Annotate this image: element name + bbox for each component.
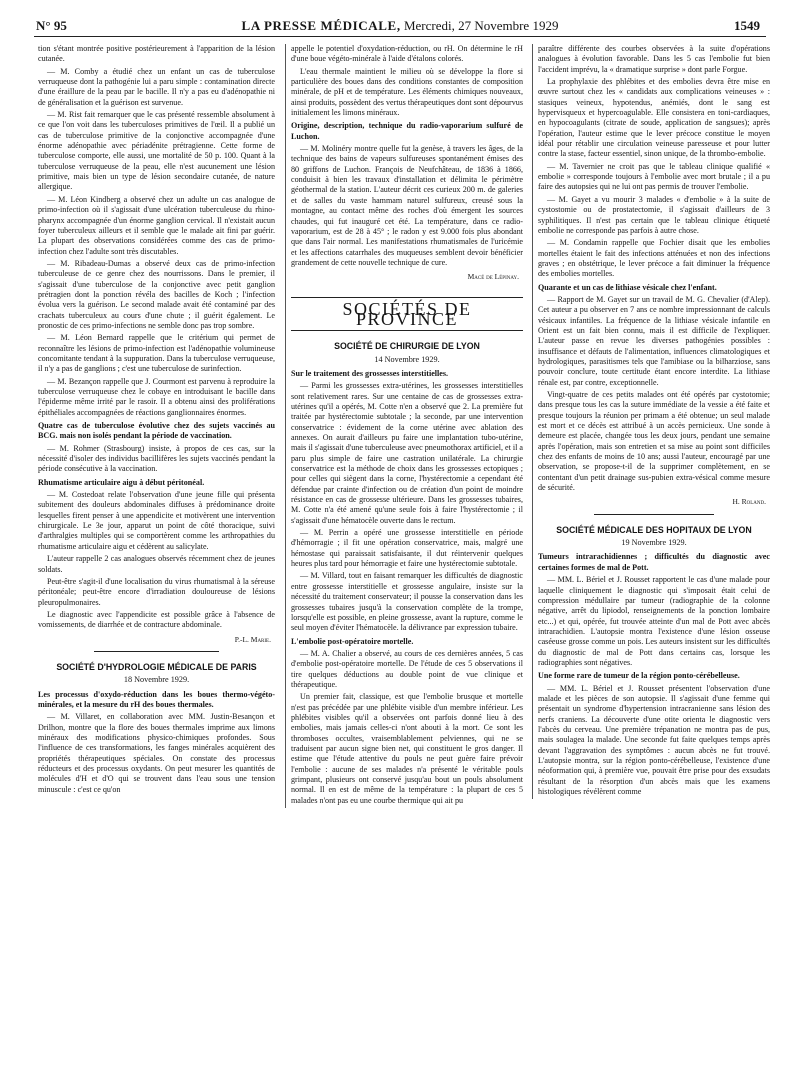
society-title: SOCIÉTÉ DE CHIRURGIE DE LYON bbox=[334, 341, 480, 352]
paragraph: La prophylaxie des phlébites et des embolies devra être mise en œuvre surtout chez les « candidats aux complications veineuses » : stasiques veineux, hypotendus, anémiés, dont le sang est hypervisqueux et hypercoagulable. Elle consistera en toni-cardiaques, en hypocoagulants (citrate de soude, application de sangsues); après l'opération, l'auteur estime que le lever précoce constitue le moyen idéal pour rétablir une circulation veineuse paresseuse et pour lutter contre la stase, facteur essentiel, sinon unique, de la thrombo-embolie. bbox=[538, 77, 770, 159]
society-title: SOCIÉTÉ MÉDICALE DES HOPITAUX DE LYON bbox=[556, 524, 752, 535]
page-number: 1549 bbox=[734, 18, 760, 33]
paragraph: — M. Léon Bernard rappelle que le critérium qui permet de reconnaître les lésions de primo-infection est l'adénopathie volumineuse concomitante tendant à la suppuration. Dans la tuberculose verruqueuse, il n'y a pas de ganglions ; c'est une tuberculose de surinfection. bbox=[38, 333, 275, 374]
paragraph: Un premier fait, classique, est que l'embolie brusque et mortelle n'est pas précédée par une phlébite visible d'un membre inférieur. Les phlébites visibles qu'il a observées ont parfois donné lieu à des embolies, mais jamais celles-ci n'ont abouti à la mort. Ce sont les thromboses occultes, vraisemblablement pelviennes, qui ne se traduisent par aucun signe bien net, qui constituent le gros danger. Il estime que l'étude attentive du pouls ne peut guère faire prévoir l'embolie : aucune de ses malades n'a présenté le véritable pouls grimpant, plusieurs ont conservé jusqu'au bout un pouls absolument normal. Il en est de même de la température : la plupart de ces 5 malades n'ont pas eu une courbe thermique qui ait pu bbox=[291, 692, 523, 805]
society-title: SOCIÉTÉ D'HYDROLOGIE MÉDICALE DE PARIS bbox=[56, 661, 257, 672]
paragraph: — M. Villard, tout en faisant remarquer les difficultés de diagnostic entre grossesse interstitielle et grossesse angulaire, insiste sur la nécessité du traitement conservateur; il pousse la conservation dans les grossesses tubaires jusqu'à la conservation complète de la trompe, lorsqu'elle est possible, en pleine grossesse, avant la rupture, comme le seul moyen d'éviter l'hématocèle. la délivrance par expression tubaire. bbox=[291, 571, 523, 633]
paragraph: — M. A. Chalier a observé, au cours de ces dernières années, 5 cas d'embolie post-opératoire mortelle. De l'étude de ces 5 observations il tire quelques déductions au double point de vue clinique et thérapeutique. bbox=[291, 648, 523, 689]
paragraph: L'eau thermale maintient le milieu où se développe la flore si particulière des boues dans des conditions constantes de composition minérale, de pH et de température. Les éléments chimiques nouveaux, ainsi produits, possèdent des vertus thérapeutiques dont sont dépourvus initialement les limons minéraux. bbox=[291, 66, 523, 118]
article-heading: Rhumatisme articulaire aigu à début péritonéal. bbox=[38, 477, 205, 487]
session-date: 18 Novembre 1929. bbox=[123, 675, 190, 685]
article-heading: Les processus d'oxydo-réduction dans les boues thermo-végéto-minérales, et la mesure du rH des boues thermales. bbox=[38, 689, 275, 709]
paragraph: — M. Tavernier ne croit pas que le tableau clinique qualifié « embolie » corresponde toujours à l'embolie avec mort brutale ; il a pu faire des autopsies qui ne lui ont pas permis de trouver l'embolie. bbox=[538, 161, 770, 192]
issue-number: N° 95 bbox=[36, 18, 67, 33]
article-heading: Une forme rare de tumeur de la région ponto-cérébelleuse. bbox=[538, 671, 740, 681]
paragraph: L'auteur rappelle 2 cas analogues observés récemment chez de jeunes soldats. bbox=[38, 554, 275, 574]
paragraph: — M. Molinéry montre quelle fut la genèse, à travers les âges, de la technique des bains de vapeurs sulfureuses spontanément émises des 80 griffons de Luchon. François de Neufchâteau, de 1836 à 1866, conduisit à bien les travaux d'installation et délimita le périmètre géothermal de la station. L'auteur décrit ces curieux 200 m. de galeries et de salles du vaste hammam naturel sulfureux, creusé sous la montagne, au contact même des roches d'où émergent les sources chaudes, qui fut inauguré cet été. La température, dans ce radio-vaporarium, est de 28 à 45° ; le radon y est 9.000 fois plus abondant que dans l'air normal. Les manifestations rhumatismales de l'uricémie et les affections catarrhales des muqueuses semblent devoir bénéficier grandement de cette nouvelle technique de cure. bbox=[291, 144, 523, 267]
column-left bbox=[38, 44, 275, 797]
paragraph: — Rapport de M. Gayet sur un travail de M. G. Chevalier (d'Alep). Cet auteur a pu observer en 7 ans ce nombre impressionnant de calculs vésicaux infantiles. La fréquence de la lithiase vésicale infantile en Orient est un fait bien connu, mais il est difficile de l'expliquer. L'auteur passe en revue les diverses pathogénies possibles : insuffisance et défauts de l'alimentation, influences climatologiques et hydrologiques, parasitismes tels que l'amibiase ou la bilharziose, sans pouvoir conclure, toute certitude étant encore interdite. La lithiase rénale est, par contre, exceptionnelle. bbox=[538, 294, 770, 387]
paragraph: — MM. L. Bériel et J. Rousset présentent l'observation d'une malade et les pièces de son autopsie. Il s'agissait d'une femme qui présentait un syndrome d'hypertension intracranienne sans lésion des nerfs craniens. La découverte d'une otite orienta le diagnostic vers l'abcès du cerveau. Une première trépanation ne montra pas de pus, mais soulagea la malade. Une seconde fut faite quelques temps après devant l'aggravation des symptômes : aucun abcès ne fut trouvé. L'autopsie montra, sur la région ponto-cérébelleuse, l'existence d'une néoformation qui, à première vue, pouvait être prise pour des exsudats résultant de la résorption d'un abcès mais que les examens histologiques révélèrent comme bbox=[538, 683, 770, 797]
journal-name: LA PRESSE MÉDICALE, bbox=[241, 18, 401, 33]
author-signature: Macé de Lépinay. bbox=[467, 272, 519, 282]
author-signature: H. Roland. bbox=[732, 497, 766, 507]
article-heading: L'embolie post-opératoire mortelle. bbox=[291, 636, 414, 646]
article-heading: Quatre cas de tuberculose évolutive chez des sujets vaccinés au BCG. mais non isolés pendant la période de vaccination. bbox=[38, 421, 275, 441]
page-header bbox=[0, 0, 800, 38]
paragraph: — M. Comby a étudié chez un enfant un cas de tuberculose verruqueuse dont la pathogénie lui a paru simple : contamination directe d'une éraillure de la peau par le bacille. Il n'y a pas eu d'adénopathie ni de généralisation et la guérison est survenue. bbox=[38, 66, 275, 107]
paragraph: — M. Rohmer (Strasbourg) insiste, à propos de ces cas, sur la nécessité d'isoler des individus bacillifères les sujets vaccinés pendant la période consécutive à la vaccination. bbox=[38, 443, 275, 474]
paragraph: Peut-être s'agit-il d'une localisation du virus rhumatismal à la séreuse péritonéale; peut-être encore d'irradiation douloureuse de lésions pleuropulmonaires. bbox=[38, 576, 275, 607]
author-signature: P.-L. Marie. bbox=[234, 634, 271, 644]
session-date: 19 Novembre 1929. bbox=[621, 538, 687, 548]
separator-rule bbox=[94, 651, 219, 652]
paragraph: — M. Perrin a opéré une grossesse interstitielle en période d'hémorragie ; il fit une opération conservatrice, mais, malgré une hémostase qui paraissait satisfaisante, il dut réintervenir quelques heures plus tard pour hémorragie et faire une hystérectomie subtotale. bbox=[291, 528, 523, 569]
paragraph: Le diagnostic avec l'appendicite est possible grâce à l'absence de vomissements, de diarrhée et de contracture abdominale. bbox=[38, 609, 275, 630]
paragraph: — M. Gayet a vu mourir 3 malades « d'embolie » à la suite de cystostomie ou de prostatectomie, il s'agissait d'ailleurs de 3 syphilitiques. Il n'est pas certain que le tableau clinique étiqueté embolie ne corresponde pas parfois à autre chose. bbox=[538, 194, 770, 235]
paragraph: tion s'étant montrée positive postérieurement à l'apparition de la lésion cutanée. bbox=[38, 44, 275, 64]
paragraph: — Parmi les grossesses extra-utérines, les grossesses interstitielles sont relativement rares. Sur une centaine de cas de grossesses extra-utérines qu'il a opérés, M. Cotte n'en a observé que 2. La première fut traitée par hystérectomie subtotale ; la seconde, par une intervention conservatrice : évidement de la corne utérine avec ablation des annexes. On aurait d'ailleurs pu faire une implantation tubo-utérine, mais il s'agissait d'une tuberculeuse avec pneumothorax artificiel, et il a paru plus simple de faire une castration unilatérale. La chirurgie conservatrice est la méthode de choix dans les grossesses ectopiques ; pour celles qui siègent dans la corne, l'hystérectomie a cependant été défendue par crainte d'infection ou de création d'un point de moindre résistance en cas de grossesse ultérieure. Dans les grossesses tubaires, M. Cotte n'a été amené qu'une seule fois à faire l'hystérectomie ; il s'agissait d'une hématocèle ouverte dans le rectum. bbox=[291, 381, 523, 525]
paragraph: — M. Costedoat relate l'observation d'une jeune fille qui présenta subitement des douleurs abdominales diffuses à prédominance droite lesquelles firent penser à une appendicite et motivèrent une intervention chirurgicale. Le 3e jour, apparut un point de côté thoracique, suivi d'arthralgies multiples qui se comportèrent comme les arthropathies du rhumatisme articulaire aigu et cédèrent au salicylate. bbox=[38, 490, 275, 551]
paragraph: — MM. L. Bériel et J. Rousset rapportent le cas d'une malade pour laquelle cliniquement le diagnostic qui s'imposait était celui de compression médullaire par tumeur (radiographie de la colonne négative, arrêt du lipiodol, renseignements de la ponction lombaire etc...) et qui, opérée, fut trouvée atteinte d'un mal de Pott avec abcès intrarachidien. L'autopsie montra l'existence d'une lésion osseuse caséeuse grosse comme un pois. Les auteurs insistent sur les difficultés du diagnostic de mal de Pott dans certains cas, lorsque les radiographies sont négatives. bbox=[538, 575, 770, 667]
article-heading: Origine, description, technique du radio-vaporarium sulfuré de Luchon. bbox=[291, 121, 523, 141]
article-heading: Tumeurs intrarachidiennes ; difficultés du diagnostic avec certaines formes de mal de Pott. bbox=[538, 552, 770, 572]
paragraph: — M. Léon Kindberg a observé chez un adulte un cas analogue de primo-infection où il s'agissait d'une ulcération tuberculeuse du rhino-pharynx accompagnée d'un énorme ganglion cervical. Il n'existait aucun foyer tuberculeux ailleurs et il semble que le malade ait fini par guérir. La plupart des observations considérées comme des cas de primo-infection chez l'adulte sont très discutables. bbox=[38, 194, 275, 256]
paragraph: — M. Rist fait remarquer que le cas présenté ressemble absolument à ce que l'on voit dans les tuberculoses primitives de l'œil. Il a publié un cas de tuberculose primitive de la conjonctive accompagnée d'une énorme adénopathie avec périadénite prétragienne. Cette forme de tuberculose comporte, elle aussi, une mortalité de 50 p. 100. Quant à la tuberculose verruqueuse de la peau, elle n'est aucunement une lésion primitive, mais bien un type de lésion secondaire cutanée, de nature allergique. bbox=[38, 110, 275, 192]
header-rule bbox=[34, 36, 766, 37]
article-heading: Quarante et un cas de lithiase vésicale chez l'enfant. bbox=[538, 282, 717, 292]
column-right bbox=[532, 44, 770, 799]
running-title bbox=[0, 18, 800, 34]
paragraph: — M. Villaret, en collaboration avec MM. Justin-Besançon et Drilhon, montre que la flore des boues thermales imprime aux limons minéraux des modifications physico-chimiques profondes. Sous l'influence de ces transformations, les fanges minérales acquièrent des propriétés thérapeutiques spéciales. On constate des processus réducteurs et des processus oxydants. On peut mesurer les quantités de molécules d'H et d'O qui se trouvent dans l'eau sous une tension minuscule : c'est ce qu'on bbox=[38, 712, 275, 794]
paragraph: — M. Ribadeau-Dumas a observé deux cas de primo-infection tuberculeuse de ce genre chez des nourrissons. Dans le premier, il s'agissait d'une tuberculose de la conjonctive avec petit ganglion prétragien dont la ponction révéla des bacilles de Koch ; l'infection évolua vers la guérison. Le second malade avait été contaminé par des crachats tuberculeux au cours d'une chute ; il guérit également. Le pronostic de ces primo-infections ne semble donc pas trop sombre. bbox=[38, 258, 275, 330]
paragraph: appelle le potentiel d'oxydation-réduction, ou rH. On détermine le rH d'une boue végéto-minérale à l'aide d'étalons colorés. bbox=[291, 44, 523, 64]
paragraph: paraître différente des courbes observées à la suite d'opérations analogues à évolution favorable. Dans les 5 cas l'embolie fut bien l'accident imprévu, la « dramatique surprise » dont parle Forgue. bbox=[538, 44, 770, 74]
session-date: 14 Novembre 1929. bbox=[374, 354, 440, 364]
issue-date: Mercredi, 27 Novembre 1929 bbox=[403, 18, 559, 33]
paragraph: — M. Condamin rappelle que Fochier disait que les embolies mortelles étaient le fait des infections atténuées et non des infections graves ; en obstétrique, le lever précoce a fait diminuer la fréquence des embolies mortelles. bbox=[538, 238, 770, 279]
section-banner: SOCIÉTÉS DE PROVINCE bbox=[291, 297, 523, 332]
paragraph: — M. Bezançon rappelle que J. Courmont est parvenu à reproduire la tuberculose verruqueuse chez le cobaye en introduisant le bacille dans l'épiderme même irrité par le rasoir. Il a obtenu ainsi des proliférations épithéliales accompagnées de réactions ganglionnaires énormes. bbox=[38, 376, 275, 417]
paragraph: Vingt-quatre de ces petits malades ont été opérés par cystotomie; dans presque tous les cas la suture immédiate de la vessie a été faite et presque toujours la réunion per primam a été obtenue; un seul malade est mort et ce décès est attribué à un accès pernicieux. Une sonde à demeure est placée, changée tous les deux jours, pendant une semaine après l'opération, mais son entretien et sa mise au point sont difficiles chez des enfants de moins de 10 ans; aussi l'auteur, encouragé par une observation, se propose-t-il de la supprimer complètement, en se contentant d'un petit drainage sus-pubien extra-vésical comme mesure de sécurité. bbox=[538, 390, 770, 493]
column-middle bbox=[285, 44, 523, 808]
separator-rule bbox=[594, 514, 714, 515]
article-heading: Sur le traitement des grossesses interstitielles. bbox=[291, 368, 449, 378]
